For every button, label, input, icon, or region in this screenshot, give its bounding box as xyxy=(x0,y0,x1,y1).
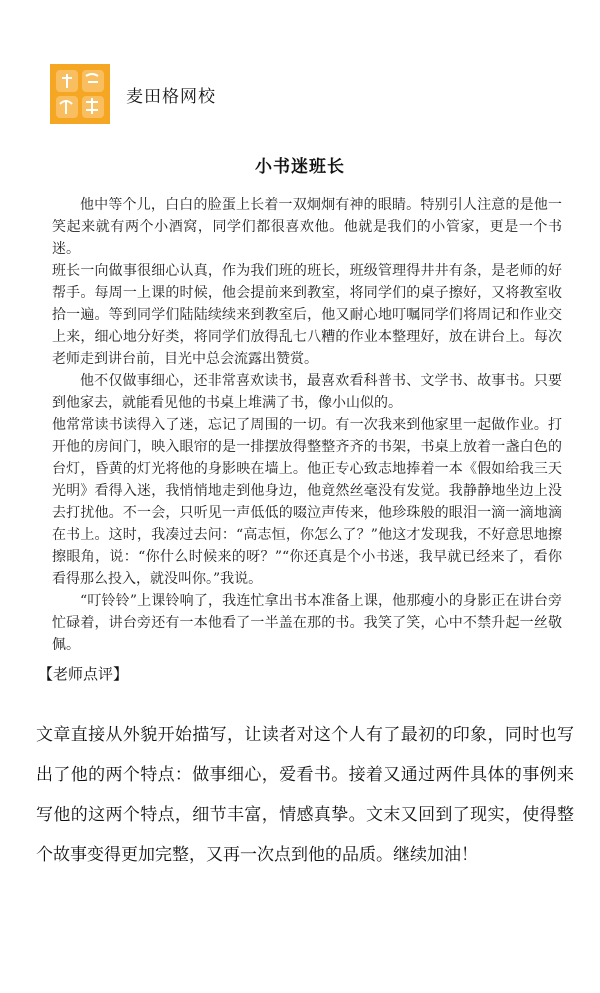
essay-paragraph: 他常常读书读得入了迷，忘记了周围的一切。有一次我来到他家里一起做作业。打开他的房间门，映入眼帘的是一排摆放得整整齐齐的书架，书桌上放着一盏白色的台灯，昏黄的灯光将他的身影映在墙上。他正专心致志地捧着一本《假如给我三天光明》看得入迷，我悄悄地走到他身边，他竟然丝毫没有发觉。我静静地坐边上没去打扰他。不一会，只听见一声低低的啜泣声传来，他珍珠般的眼泪一滴一滴地滴在书上。这时，我凑过去问：“高志恒，你怎么了？”他这才发现我，不好意思地擦擦眼角，说：“你什么时候来的呀？”“你还真是个小书迷，我早就已经来了，看你看得那么投入，就没叫你。”我说。 xyxy=(52,417,562,587)
essay-paragraph: 他不仅做事细心，还非常喜欢读书，最喜欢看科普书、文学书、故事书。只要到他家去，就能看见他的书桌上堆满了书，像小山似的。 xyxy=(52,373,562,411)
essay-paragraph: 他中等个儿，白白的脸蛋上长着一双炯炯有神的眼睛。特别引人注意的是他一笑起来就有两个小酒窝，同学们都很喜欢他。他就是我们的小管家，更是一个书迷。 xyxy=(52,197,562,257)
brand-name: 麦田格网校 xyxy=(126,86,216,107)
essay-paragraph: “叮铃铃”上课铃响了，我连忙拿出书本准备上课，他那瘦小的身影正在讲台旁忙碌着，讲台旁还有一本他看了一半盖在那的书。我笑了笑，心中不禁升起一丝敬佩。 xyxy=(52,593,562,653)
teacher-review-text: 文章直接从外貌开始描写，让读者对这个人有了最初的印象，同时也写出了他的两个特点：做事细心，爱看书。接着又通过两件具体的事例来写他的这两个特点，细节丰富，情感真挚。文末又回到了现实，使得整个故事变得更加完整，又再一次点到他的品质。继续加油！ xyxy=(36,725,574,865)
teacher-review-body xyxy=(36,715,574,875)
essay-paragraph: 班长一向做事很细心认真，作为我们班的班长，班级管理得井井有条，是老师的好帮手。每周一上课的时候，他会提前来到教室，将同学们的桌子擦好，又将教室收拾一遍。等到同学们陆陆续续来到教室后，他又耐心地叮嘱同学们将周记和作业交上来，细心地分好类，将同学们放得乱七八糟的作业本整理好，放在讲台上。每次老师走到讲台前，目光中总会流露出赞赏。 xyxy=(52,263,562,367)
essay-body xyxy=(52,194,562,656)
essay-title: 小书迷班长 xyxy=(255,157,345,177)
teacher-review-heading: 【老师点评】 xyxy=(38,665,129,683)
wheat-logo-icon xyxy=(50,64,110,124)
header xyxy=(50,64,216,124)
